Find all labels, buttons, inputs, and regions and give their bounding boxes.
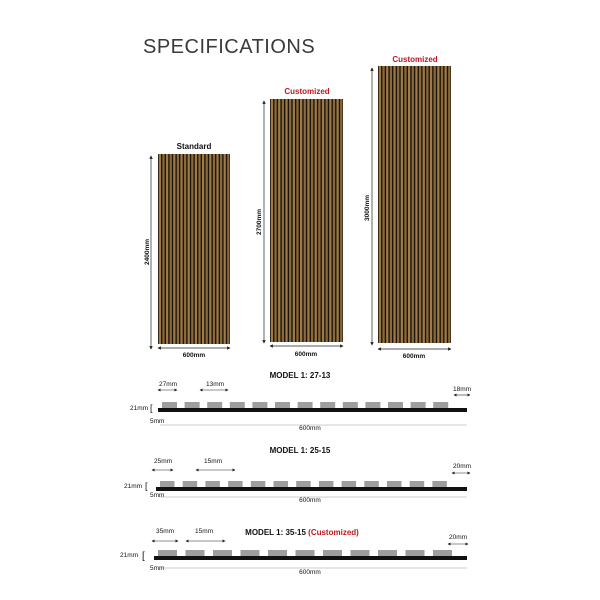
wood-slat xyxy=(423,66,425,343)
wood-slat xyxy=(282,99,284,342)
wood-slat xyxy=(390,66,392,343)
wood-slat xyxy=(441,66,443,343)
slat-section xyxy=(207,402,222,408)
wood-slat xyxy=(333,99,335,342)
overall-width-label: 600mm xyxy=(299,425,321,432)
slat-section xyxy=(365,402,380,408)
overall-width-label: 600mm xyxy=(299,569,321,576)
bracket: [ xyxy=(150,403,153,413)
wood-slat xyxy=(227,154,229,344)
wood-slat xyxy=(322,99,324,342)
gap-width-label: 15mm xyxy=(203,458,223,465)
slat-section xyxy=(183,481,198,487)
wood-slat xyxy=(202,154,204,344)
panel-label: Customized xyxy=(284,87,330,96)
wood-slat xyxy=(337,99,339,342)
slat-section xyxy=(410,481,425,487)
slat-section xyxy=(319,481,334,487)
wood-slat xyxy=(159,154,161,344)
wood-slat xyxy=(379,66,381,343)
backing-label: 5mm xyxy=(150,565,165,572)
wood-slat xyxy=(401,66,403,343)
wood-slat xyxy=(329,99,331,342)
slat-section xyxy=(406,550,425,556)
wood-slat xyxy=(170,154,172,344)
wood-slat xyxy=(220,154,222,344)
page-title: SPECIFICATIONS xyxy=(143,36,316,58)
slat-section xyxy=(432,481,447,487)
wood-slat xyxy=(426,66,428,343)
slat-section xyxy=(158,550,177,556)
backing-board xyxy=(156,487,467,491)
slat-section xyxy=(275,402,290,408)
slat-section xyxy=(252,402,267,408)
wood-slat xyxy=(415,66,417,343)
wood-slat xyxy=(289,99,291,342)
slat-section xyxy=(228,481,243,487)
wood-slat xyxy=(412,66,414,343)
panel-backing xyxy=(270,99,343,342)
wood-slat xyxy=(184,154,186,344)
slat-section xyxy=(320,402,335,408)
overall-width-label: 600mm xyxy=(299,497,321,504)
end-width-label: 20mm xyxy=(448,534,468,541)
backing-board xyxy=(158,408,467,412)
wood-slat xyxy=(198,154,200,344)
wood-slats xyxy=(378,66,451,343)
wood-slat xyxy=(213,154,215,344)
slat-section xyxy=(251,481,265,487)
wood-slat xyxy=(209,154,211,344)
model-25-15 xyxy=(124,446,471,504)
bracket: [ xyxy=(145,481,148,491)
slat-section xyxy=(296,550,315,556)
wood-slat xyxy=(434,66,436,343)
wood-slat xyxy=(166,154,168,344)
model-title-suffix: (Customized) xyxy=(308,528,359,537)
panel-backing xyxy=(158,154,230,344)
slat-section xyxy=(342,481,357,487)
slat-section xyxy=(274,481,289,487)
model-title-main: MODEL 1: 35-15 xyxy=(245,528,306,537)
wood-slat xyxy=(296,99,298,342)
wood-slat xyxy=(408,66,410,343)
wood-slat xyxy=(278,99,280,342)
wood-slat xyxy=(271,99,273,342)
wood-slat xyxy=(311,99,313,342)
wood-slat xyxy=(206,154,208,344)
slat-section xyxy=(433,550,452,556)
wood-slat xyxy=(216,154,218,344)
wood-slat xyxy=(300,99,302,342)
slat-width-label: 25mm xyxy=(153,458,173,465)
wood-slat xyxy=(162,154,164,344)
wood-slat xyxy=(274,99,276,342)
wood-slat xyxy=(195,154,197,344)
wood-slat xyxy=(430,66,432,343)
slat-section xyxy=(186,550,205,556)
wood-slats xyxy=(270,99,343,342)
end-width-label: 20mm xyxy=(452,463,472,470)
slat-section xyxy=(323,550,342,556)
slat-section xyxy=(364,481,379,487)
backing-label: 5mm xyxy=(150,492,165,499)
end-width-label: 18mm xyxy=(452,386,472,393)
wood-slat xyxy=(326,99,328,342)
slat-section xyxy=(388,402,403,408)
gap-width-label: 15mm xyxy=(194,528,214,535)
wood-slat xyxy=(224,154,226,344)
height-label: 2400mm xyxy=(144,238,151,266)
backing-label: 5mm xyxy=(150,418,165,425)
slat-section xyxy=(230,402,245,408)
model-title: MODEL 1: 27-13 xyxy=(269,371,331,380)
slat-section xyxy=(268,550,287,556)
wood-slat xyxy=(393,66,395,343)
slat-section xyxy=(378,550,397,556)
slat-section xyxy=(241,550,260,556)
panel-label: Standard xyxy=(176,142,212,151)
profile-cross-section xyxy=(156,481,467,491)
wood-slats xyxy=(158,154,230,344)
model-35-15 xyxy=(120,528,468,576)
wood-slat xyxy=(180,154,182,344)
model-title xyxy=(245,528,359,537)
wood-slat xyxy=(382,66,384,343)
slat-section xyxy=(162,402,177,408)
slat-section xyxy=(160,481,175,487)
panel-customized-3000 xyxy=(364,55,451,360)
wood-slat xyxy=(315,99,317,342)
width-label: 600mm xyxy=(402,353,426,360)
profile-cross-section xyxy=(158,402,467,412)
wood-slat xyxy=(173,154,175,344)
wood-slat xyxy=(304,99,306,342)
thickness-label: 21mm xyxy=(130,405,149,412)
wood-slat xyxy=(191,154,193,344)
backing-board xyxy=(154,556,467,560)
slat-section xyxy=(296,481,311,487)
slat-width-label: 35mm xyxy=(155,528,175,535)
wood-slat xyxy=(404,66,406,343)
panel-label: Customized xyxy=(392,55,438,64)
wood-slat xyxy=(340,99,342,342)
thickness-label: 21mm xyxy=(124,483,143,490)
slat-section xyxy=(343,402,358,408)
height-label: 3000mm xyxy=(364,194,371,222)
slat-section xyxy=(213,550,232,556)
wood-slat xyxy=(293,99,295,342)
slat-section xyxy=(351,550,370,556)
panel-backing xyxy=(378,66,451,343)
gap-width-label: 13mm xyxy=(205,381,225,388)
wood-slat xyxy=(386,66,388,343)
wood-slat xyxy=(445,66,447,343)
slat-section xyxy=(433,402,448,408)
wood-slat xyxy=(437,66,439,343)
width-label: 600mm xyxy=(182,352,206,359)
wood-slat xyxy=(448,66,450,343)
wood-slat xyxy=(285,99,287,342)
bracket: [ xyxy=(142,551,145,562)
slat-width-label: 27mm xyxy=(158,381,178,388)
height-label: 2700mm xyxy=(256,208,263,236)
width-label: 600mm xyxy=(294,351,318,358)
wood-slat xyxy=(419,66,421,343)
slat-section xyxy=(387,481,402,487)
panel-standard xyxy=(144,142,230,359)
thickness-label: 21mm xyxy=(120,552,139,559)
wood-slat xyxy=(307,99,309,342)
profile-cross-section xyxy=(154,550,467,560)
wood-slat xyxy=(188,154,190,344)
slat-section xyxy=(411,402,426,408)
slat-section xyxy=(298,402,313,408)
wood-slat xyxy=(318,99,320,342)
panel-customized-2700 xyxy=(256,87,343,358)
model-27-13 xyxy=(130,371,471,432)
wood-slat xyxy=(397,66,399,343)
slat-section xyxy=(185,402,200,408)
model-title: MODEL 1: 25-15 xyxy=(269,446,331,455)
wood-slat xyxy=(177,154,179,344)
slat-section xyxy=(205,481,220,487)
